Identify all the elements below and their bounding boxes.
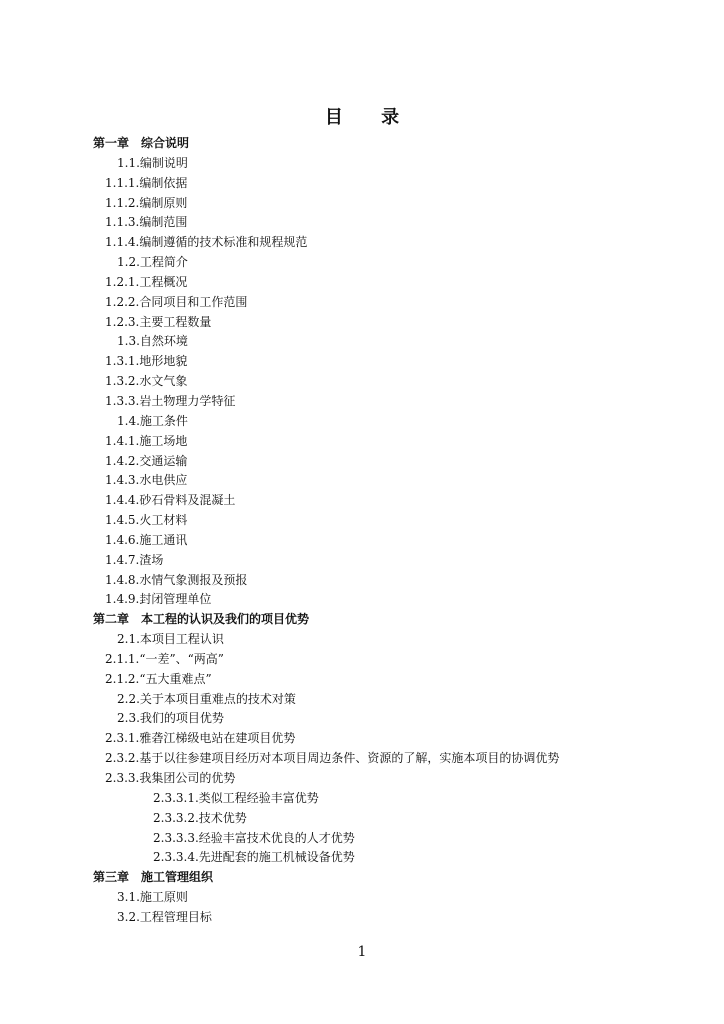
toc-entry[interactable] — [0, 650, 724, 670]
toc-entry[interactable] — [0, 769, 724, 789]
toc-entry-text: 施工通讯 — [139, 532, 188, 547]
toc-entry-text: 编制说明 — [139, 155, 188, 170]
toc-entry[interactable] — [0, 352, 724, 372]
toc-entry-number: 3.1. — [117, 890, 140, 905]
toc-entry-number: 2.1.2. — [105, 671, 140, 686]
toc-entry[interactable] — [0, 253, 724, 273]
toc-entry[interactable] — [0, 154, 724, 174]
toc-entry[interactable] — [0, 868, 724, 888]
toc-entry-number: 1.3.2. — [105, 374, 140, 389]
toc-entry-text: 水文气象 — [139, 374, 188, 389]
toc-entry-number: 2.3. — [117, 711, 140, 726]
page-number: 1 — [357, 944, 367, 960]
toc-entry-number: 1.4.1. — [105, 433, 140, 448]
toc-entry[interactable] — [0, 630, 724, 650]
toc-entry-number: 1.4.6. — [105, 532, 140, 547]
toc-entry[interactable] — [0, 332, 724, 352]
toc-entry-number: 2.3.3.4. — [153, 850, 199, 865]
toc-entry-text: 本项目工程认识 — [139, 632, 224, 647]
toc-entry-text: 渣场 — [139, 552, 164, 567]
toc-entry[interactable] — [0, 690, 724, 710]
toc-entry[interactable] — [0, 372, 724, 392]
toc-entry[interactable] — [0, 491, 724, 511]
toc-entry-text: 施工原则 — [139, 890, 188, 905]
toc-entry-text: 砂石骨料及混凝土 — [139, 493, 236, 508]
toc-entry-text: 我们的项目优势 — [139, 711, 224, 726]
toc-entry[interactable] — [0, 888, 724, 908]
toc-entry[interactable] — [0, 551, 724, 571]
toc-entry-text: 岩土物理力学特征 — [139, 393, 236, 408]
toc-entry-number: 1.4.8. — [105, 572, 140, 587]
toc-entry-text: 工程概况 — [139, 274, 188, 289]
toc-entry[interactable] — [0, 194, 724, 214]
toc-entry-text: 水电供应 — [139, 473, 188, 488]
toc-entry[interactable] — [0, 233, 724, 253]
toc-entry[interactable] — [0, 293, 724, 313]
toc-entry[interactable] — [0, 452, 724, 472]
toc-entry-number: 2.3.3. — [105, 771, 140, 785]
toc-entry-text: 我集团公司的优势 — [139, 771, 236, 785]
toc-entry-number: 2.3.3.3. — [153, 830, 199, 845]
toc-entry-text: “一差”、“两高” — [139, 651, 224, 666]
toc-entry-text: 类似工程经验丰富优势 — [198, 790, 319, 805]
toc-entry[interactable] — [0, 749, 724, 769]
toc-entry[interactable] — [0, 313, 724, 333]
toc-entry[interactable] — [0, 670, 724, 690]
toc-entry[interactable] — [0, 213, 724, 233]
toc-entry-text: 水情气象测报及预报 — [139, 572, 248, 587]
toc-entry-number: 1.1.4. — [105, 235, 140, 250]
toc-entry-number: 1.3. — [117, 334, 140, 349]
toc-entry-number: 2.2. — [117, 691, 140, 706]
toc-entry-number: 1.1. — [117, 155, 140, 170]
toc-entry-text: 施工条件 — [139, 413, 188, 428]
toc-entry-number: 1.3.1. — [105, 354, 140, 369]
toc-entry-number: 1.1.2. — [105, 195, 140, 210]
toc-entry-number: 1.3.3. — [105, 393, 140, 408]
toc-entry[interactable] — [0, 848, 724, 868]
toc-entry-number: 1.4.4. — [105, 493, 140, 508]
toc-entry[interactable] — [0, 709, 724, 729]
toc-entry-text: 编制遵循的技术标准和规程规范 — [139, 235, 308, 250]
toc-entry-text: 综合说明 — [141, 136, 190, 150]
toc-entry-text: 地形地貌 — [139, 354, 188, 369]
toc-entry[interactable] — [0, 789, 724, 809]
toc-entry[interactable] — [0, 273, 724, 293]
toc-entry[interactable] — [0, 392, 724, 412]
toc-entry-number: 第一章 — [93, 136, 130, 150]
toc-entry-text: 火工材料 — [139, 513, 188, 528]
toc-entry-number: 第三章 — [93, 870, 130, 885]
toc-list — [0, 134, 724, 928]
toc-entry-number: 第二章 — [93, 612, 130, 627]
toc-entry-text: 关于本项目重难点的技术对策 — [139, 691, 296, 706]
toc-entry-number: 1.2.2. — [105, 294, 140, 309]
toc-entry[interactable] — [0, 729, 724, 749]
toc-entry-text: 经验丰富技术优良的人才优势 — [198, 830, 355, 845]
toc-entry[interactable] — [0, 134, 724, 154]
toc-entry-number: 1.4.2. — [105, 453, 140, 468]
toc-entry[interactable] — [0, 471, 724, 491]
toc-entry[interactable] — [0, 412, 724, 432]
toc-entry-text: 编制范围 — [139, 215, 188, 230]
toc-entry-number: 1.1.3. — [105, 215, 140, 230]
toc-entry-number: 1.4.5. — [105, 513, 140, 528]
toc-entry-text: 交通运输 — [139, 453, 188, 468]
toc-entry-number: 1.1.1. — [105, 175, 140, 190]
toc-entry[interactable] — [0, 908, 724, 928]
toc-entry-number: 2.1. — [117, 632, 140, 647]
toc-entry-number: 1.4.3. — [105, 473, 140, 488]
toc-entry-text: 自然环境 — [139, 334, 188, 349]
toc-entry-text: 编制依据 — [139, 175, 188, 190]
toc-entry-number: 2.3.1. — [105, 731, 140, 746]
toc-entry-text: 基于以往参建项目经历对本项目周边条件、资源的了解，实施本项目的协调优势 — [139, 751, 560, 766]
toc-entry-text: 封闭管理单位 — [139, 592, 212, 607]
toc-entry[interactable] — [0, 174, 724, 194]
toc-entry[interactable] — [0, 531, 724, 551]
toc-entry-text: 雅砻江梯级电站在建项目优势 — [139, 731, 296, 746]
toc-entry-number: 1.4. — [117, 413, 140, 428]
toc-entry-number: 1.2.3. — [105, 314, 140, 329]
toc-entry-number: 2.1.1. — [105, 651, 140, 666]
toc-entry[interactable] — [0, 571, 724, 591]
toc-entry[interactable] — [0, 809, 724, 829]
toc-entry[interactable] — [0, 511, 724, 531]
toc-entry-number: 1.4.9. — [105, 592, 140, 607]
toc-entry-text: 本工程的认识及我们的项目优势 — [141, 612, 310, 627]
toc-entry-number: 1.2.1. — [105, 274, 140, 289]
toc-entry[interactable] — [0, 829, 724, 849]
toc-entry-text: 先进配套的施工机械设备优势 — [198, 850, 355, 865]
toc-entry-text: 施工场地 — [139, 433, 188, 448]
toc-entry-text: 主要工程数量 — [139, 314, 212, 329]
toc-entry-number: 1.4.7. — [105, 552, 140, 567]
toc-entry-text: 编制原则 — [139, 195, 188, 210]
toc-entry-number: 2.3.3.2. — [153, 810, 199, 825]
toc-entry-text: 技术优势 — [198, 810, 247, 825]
toc-entry-text: 工程管理目标 — [139, 909, 212, 924]
toc-entry-number: 2.3.2. — [105, 751, 140, 766]
toc-entry[interactable] — [0, 432, 724, 452]
toc-entry-number: 3.2. — [117, 909, 140, 924]
toc-entry-text: “五大重难点” — [139, 671, 212, 686]
toc-entry[interactable] — [0, 610, 724, 630]
toc-entry-number: 1.2. — [117, 255, 140, 270]
toc-entry-text: 合同项目和工作范围 — [139, 294, 248, 309]
toc-title: 目 录 — [324, 107, 416, 128]
toc-entry[interactable] — [0, 590, 724, 610]
toc-entry-number: 2.3.3.1. — [153, 790, 199, 805]
toc-entry-text: 施工管理组织 — [141, 870, 214, 885]
toc-entry-text: 工程简介 — [139, 255, 188, 270]
